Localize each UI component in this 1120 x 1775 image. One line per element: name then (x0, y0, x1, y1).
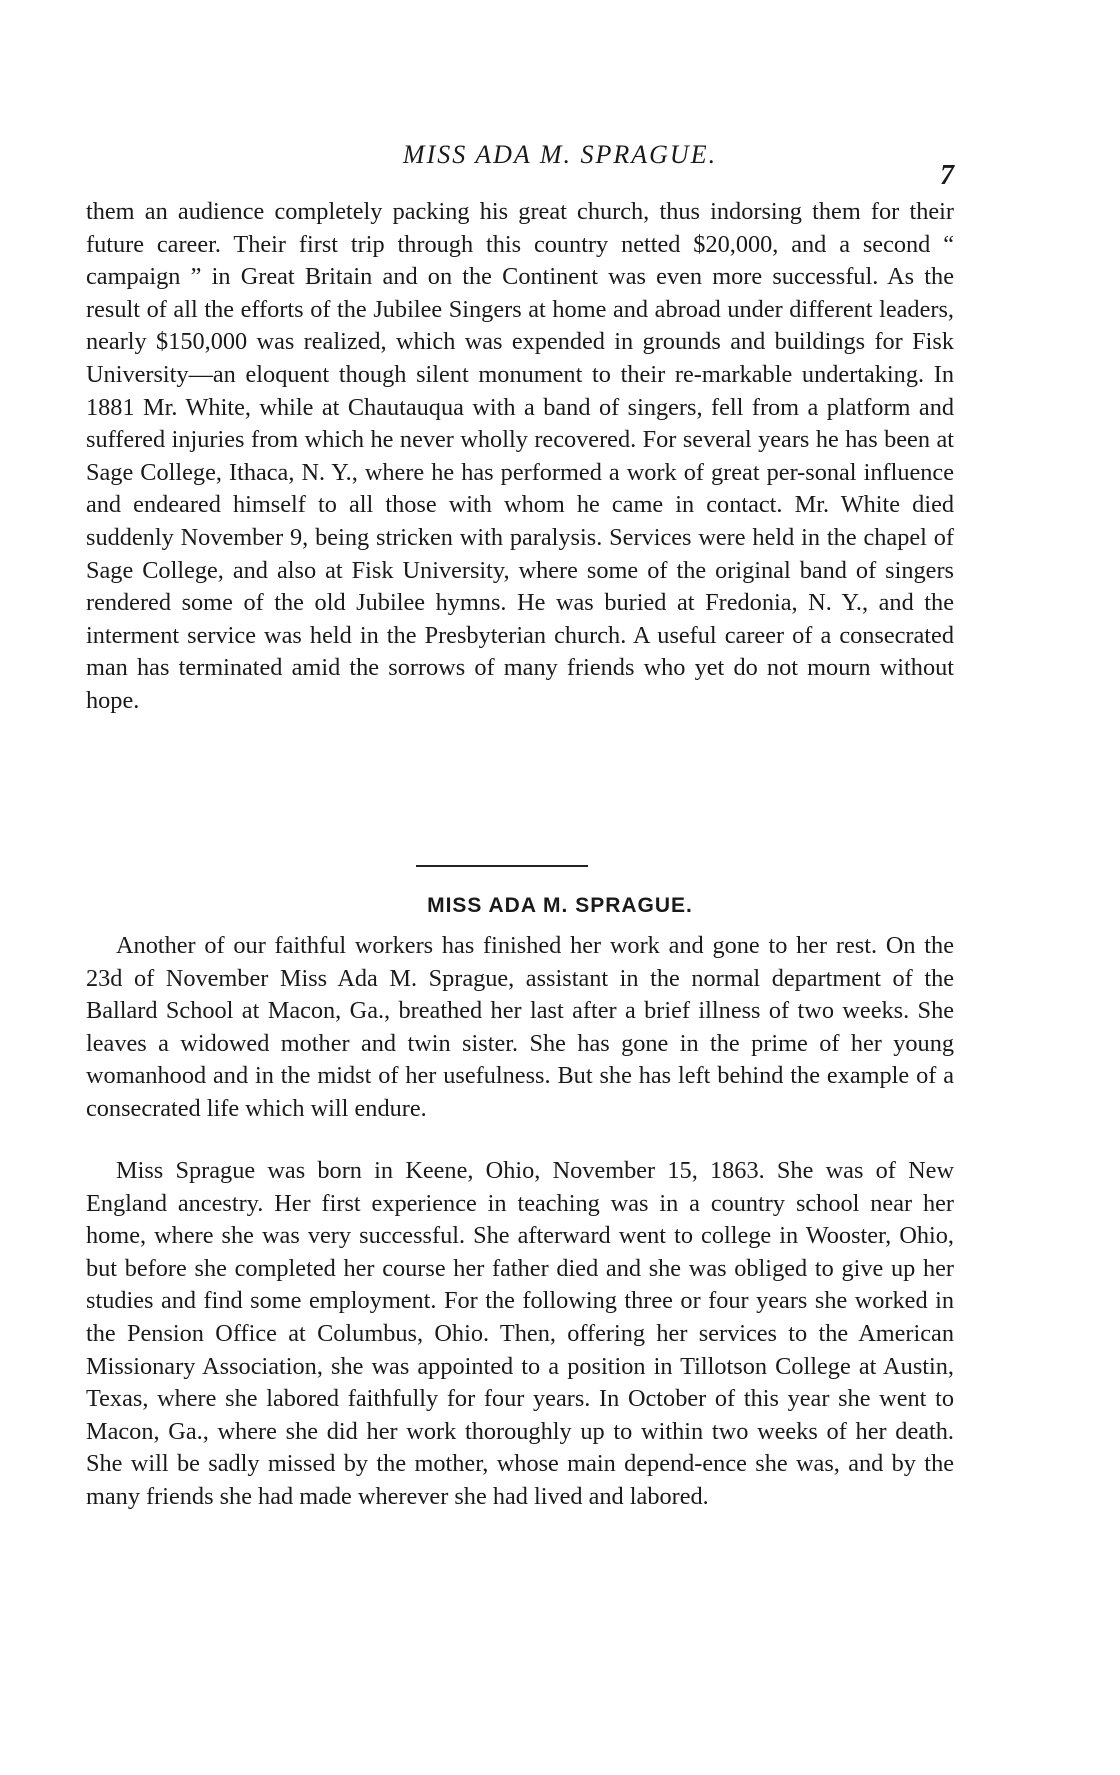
article-paragraph-2-container (86, 1155, 954, 1514)
page-number: 7 (940, 160, 954, 191)
article-paragraph: Miss Sprague was born in Keene, Ohio, November 15, 1863. She was of New England ancestry. Her first experience in teaching was in a country school near her home, where she was very successful. She afterward went to college in Wooster, Ohio, but before she completed her course her father died and she was obliged to give up her studies and find some employment. For the following three or four years she worked in the Pension Office at Columbus, Ohio. Then, offering her services to the American Missionary Association, she was appointed to a position in Tillotson College at Austin, Texas, where she labored faithfully for four years. In October of this year she went to Macon, Ga., where she did her work thoroughly up to within two weeks of her death. She will be sadly missed by the mother, whose main depend-ence she was, and by the many friends she had made wherever she had lived and labored. (86, 1157, 954, 1510)
running-title: MISS ADA M. SPRAGUE. (402, 140, 718, 169)
section-divider (416, 865, 588, 867)
article-paragraph: Another of our faithful workers has finished her work and gone to her rest. On the 23d of November Miss Ada M. Sprague, assistant in the normal department of the Ballard School at Macon, Ga., breathed her last after a brief illness of two weeks. She leaves a widowed mother and twin sister. She has gone in the prime of her young womanhood and in the midst of her usefulness. But she has left behind the example of a consecrated life which will endure. (86, 932, 954, 1122)
article-paragraph-1-container (86, 930, 954, 1126)
article-heading: MISS ADA M. SPRAGUE. (427, 894, 693, 917)
continued-article (86, 196, 954, 718)
continued-paragraph: them an audience completely packing his great church, thus indorsing them for their future career. Their first trip through this country netted $20,000, and a second “ campaign ” in Great Britain and on the Continent was even more successful. As the result of all the efforts of the Jubilee Singers at home and abroad under different leaders, nearly $150,000 was realized, which was expended in grounds and buildings for Fisk University—an eloquent though silent monument to their re-markable undertaking. In 1881 Mr. White, while at Chautauqua with a band of singers, fell from a platform and suffered injuries from which he never wholly recovered. For several years he has been at Sage College, Ithaca, N. Y., where he has performed a work of great per-sonal influence and endeared himself to all those with whom he came in contact. Mr. White died suddenly November 9, being stricken with paralysis. Services were held in the chapel of Sage College, and also at Fisk University, where some of the original band of singers rendered some of the old Jubilee hymns. He was buried at Fredonia, N. Y., and the interment service was held in the Presbyterian church. A useful career of a consecrated man has terminated amid the sorrows of many friends who yet do not mourn without hope. (86, 198, 954, 714)
